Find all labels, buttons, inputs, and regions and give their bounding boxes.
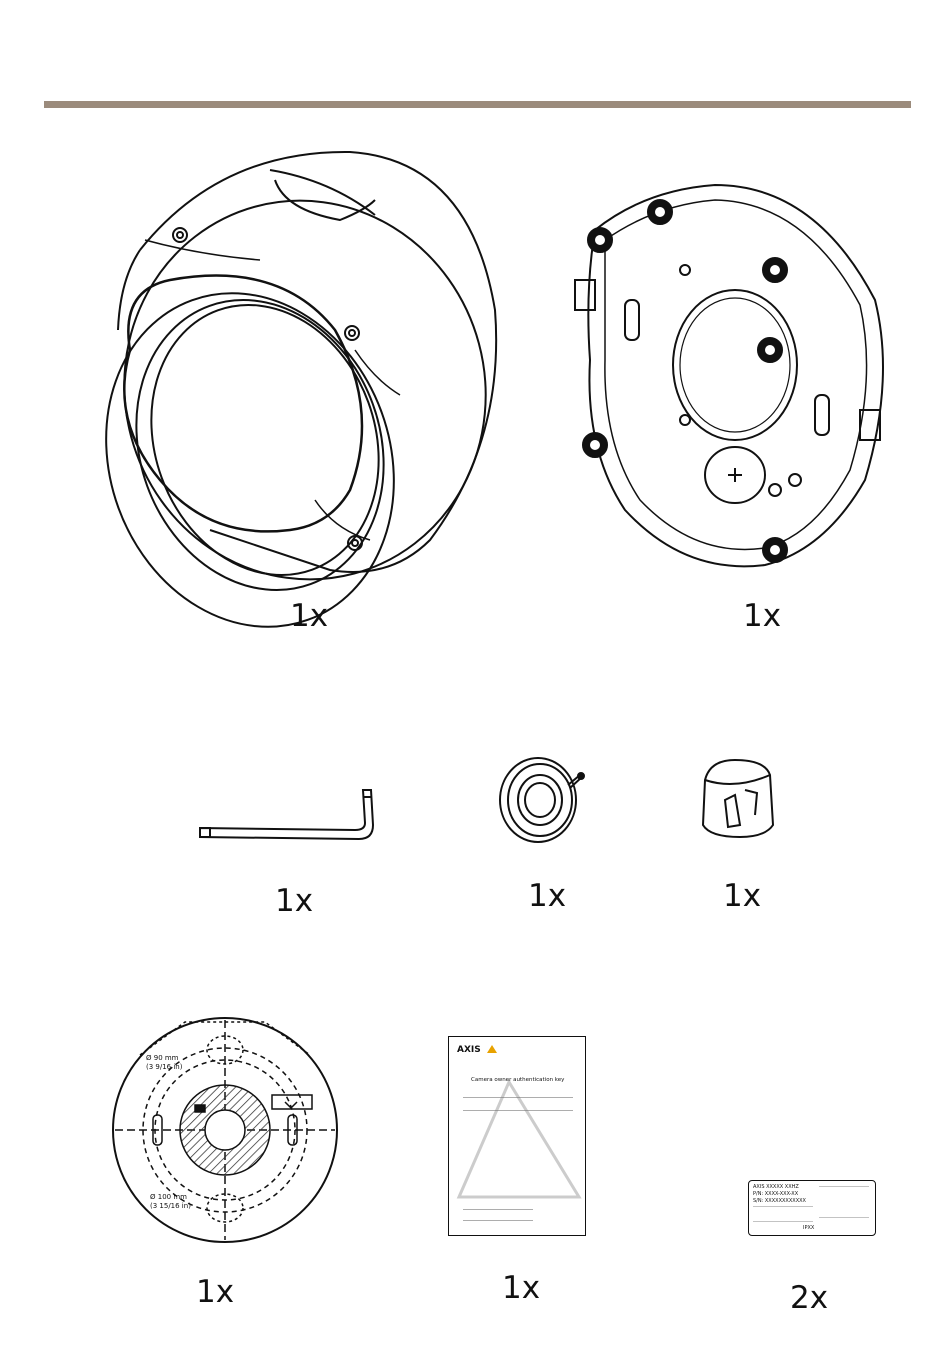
axis-logo-triangle <box>487 1045 497 1053</box>
dome-camera-item <box>100 140 510 634</box>
dome-camera-quantity: 1x <box>290 598 329 634</box>
l-key-icon <box>195 785 380 855</box>
drill-dim-small-in: (3 9/16 in) <box>146 1063 183 1071</box>
drill-template-quantity: 1x <box>196 1274 235 1310</box>
cable-gasket-icon <box>498 755 598 855</box>
mounting-bracket-item <box>565 180 895 634</box>
mounting-bracket-quantity: 1x <box>743 598 782 634</box>
label-icon <box>748 1180 876 1236</box>
label-line-2: P/N: XXXX-XXX-XX <box>753 1191 799 1197</box>
drill-template-icon <box>100 1010 350 1250</box>
header-rule <box>44 101 911 108</box>
product-label-quantity: 2x <box>790 1280 829 1316</box>
connector-guard-quantity: 1x <box>723 878 762 914</box>
connector-guard-item <box>695 755 785 920</box>
document-icon <box>448 1036 586 1236</box>
drill-template-item <box>100 1010 350 1310</box>
cable-gasket-quantity: 1x <box>528 878 567 914</box>
label-line-3: S/N: XXXXXXXXXXXX <box>753 1198 806 1204</box>
drill-dim-small: Ø 90 mm <box>146 1054 179 1062</box>
document-title: Camera owner authentication key <box>471 1077 565 1083</box>
drill-dim-large-in: (3 15/16 in) <box>150 1202 191 1210</box>
dome-camera-icon <box>100 140 510 580</box>
drill-dim-large: Ø 100 mm <box>150 1193 187 1201</box>
cable-gasket-item <box>498 755 598 920</box>
torx-key-quantity: 1x <box>275 883 314 919</box>
label-line-1: AXIS XXXXX XXHZ <box>753 1184 799 1190</box>
product-label-item <box>748 1180 878 1320</box>
connector-guard-icon <box>695 755 785 845</box>
owner-auth-key-quantity: 1x <box>502 1270 541 1306</box>
axis-logo: AXIS <box>457 1045 481 1055</box>
torx-key-item <box>195 785 380 925</box>
label-rating: IPXX <box>803 1225 815 1231</box>
mounting-bracket-icon <box>565 180 895 580</box>
owner-auth-key-item <box>448 1036 588 1311</box>
